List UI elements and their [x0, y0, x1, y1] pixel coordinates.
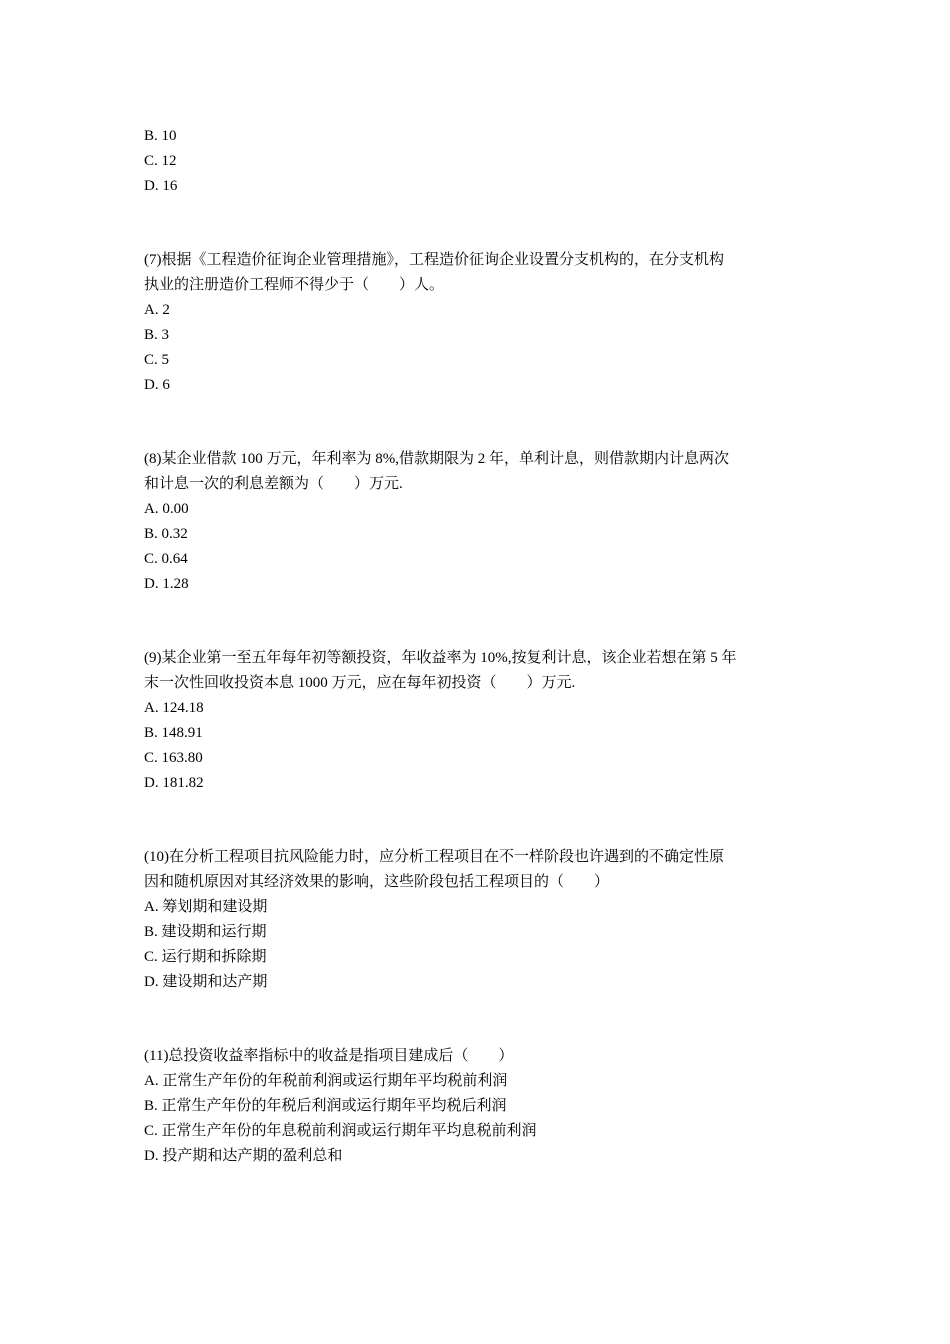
- question-text: (11)总投资收益率指标中的收益是指项目建成后（ ）: [144, 1048, 514, 1064]
- option-line: D. 1.28: [144, 576, 189, 592]
- question-text: (8)某企业借款 100 万元，年利率为 8%,借款期限为 2 年，单利计息，则借款期内计息两次: [144, 451, 729, 467]
- option-line: A. 正常生产年份的年税前利润或运行期年平均税前利润: [144, 1073, 508, 1089]
- question-8: [144, 447, 812, 597]
- option-line: B. 10: [144, 128, 177, 144]
- option-line: D. 6: [144, 377, 170, 393]
- question-10: [144, 845, 812, 995]
- option-line: B. 3: [144, 327, 170, 343]
- option-line: D. 投产期和达产期的盈利总和: [144, 1148, 343, 1164]
- question-9: [144, 646, 812, 796]
- option-line: A. 筹划期和建设期: [144, 899, 268, 915]
- question-text: (7)根据《工程造价征询企业管理措施》，工程造价征询企业设置分支机构的，在分支机构: [144, 252, 724, 268]
- question-text: (10)在分析工程项目抗风险能力时，应分析工程项目在不一样阶段也许遇到的不确定性原: [144, 849, 724, 865]
- question-text: 和计息一次的利息差额为（ ）万元.: [144, 476, 403, 492]
- option-line: C. 12: [144, 153, 177, 169]
- option-line: C. 0.64: [144, 551, 188, 567]
- option-line: B. 148.91: [144, 725, 203, 741]
- option-line: B. 正常生产年份的年税后利润或运行期年平均税后利润: [144, 1098, 507, 1114]
- option-line: C. 5: [144, 352, 170, 368]
- question-7: [144, 248, 812, 398]
- question-text: 执业的注册造价工程师不得少于（ ）人。: [144, 277, 445, 293]
- leading-options: [144, 124, 812, 199]
- question-11: [144, 1044, 812, 1169]
- option-line: C. 运行期和拆除期: [144, 949, 267, 965]
- question-text: (9)某企业第一至五年每年初等额投资，年收益率为 10%,按复利计息，该企业若想在第 5 年: [144, 650, 737, 666]
- option-line: A. 124.18: [144, 700, 204, 716]
- document-page: [144, 124, 812, 1169]
- option-line: D. 建设期和达产期: [144, 974, 268, 990]
- option-line: C. 正常生产年份的年息税前利润或运行期年平均息税前利润: [144, 1123, 537, 1139]
- option-line: B. 建设期和运行期: [144, 924, 267, 940]
- option-line: A. 0.00: [144, 501, 189, 517]
- option-line: D. 16: [144, 178, 178, 194]
- question-text: 因和随机原因对其经济效果的影响，这些阶段包括工程项目的（ ）: [144, 874, 610, 890]
- option-line: A. 2: [144, 302, 170, 318]
- option-line: B. 0.32: [144, 526, 188, 542]
- option-line: D. 181.82: [144, 775, 204, 791]
- option-line: C. 163.80: [144, 750, 203, 766]
- question-text: 末一次性回收投资本息 1000 万元，应在每年初投资（ ）万元.: [144, 675, 576, 691]
